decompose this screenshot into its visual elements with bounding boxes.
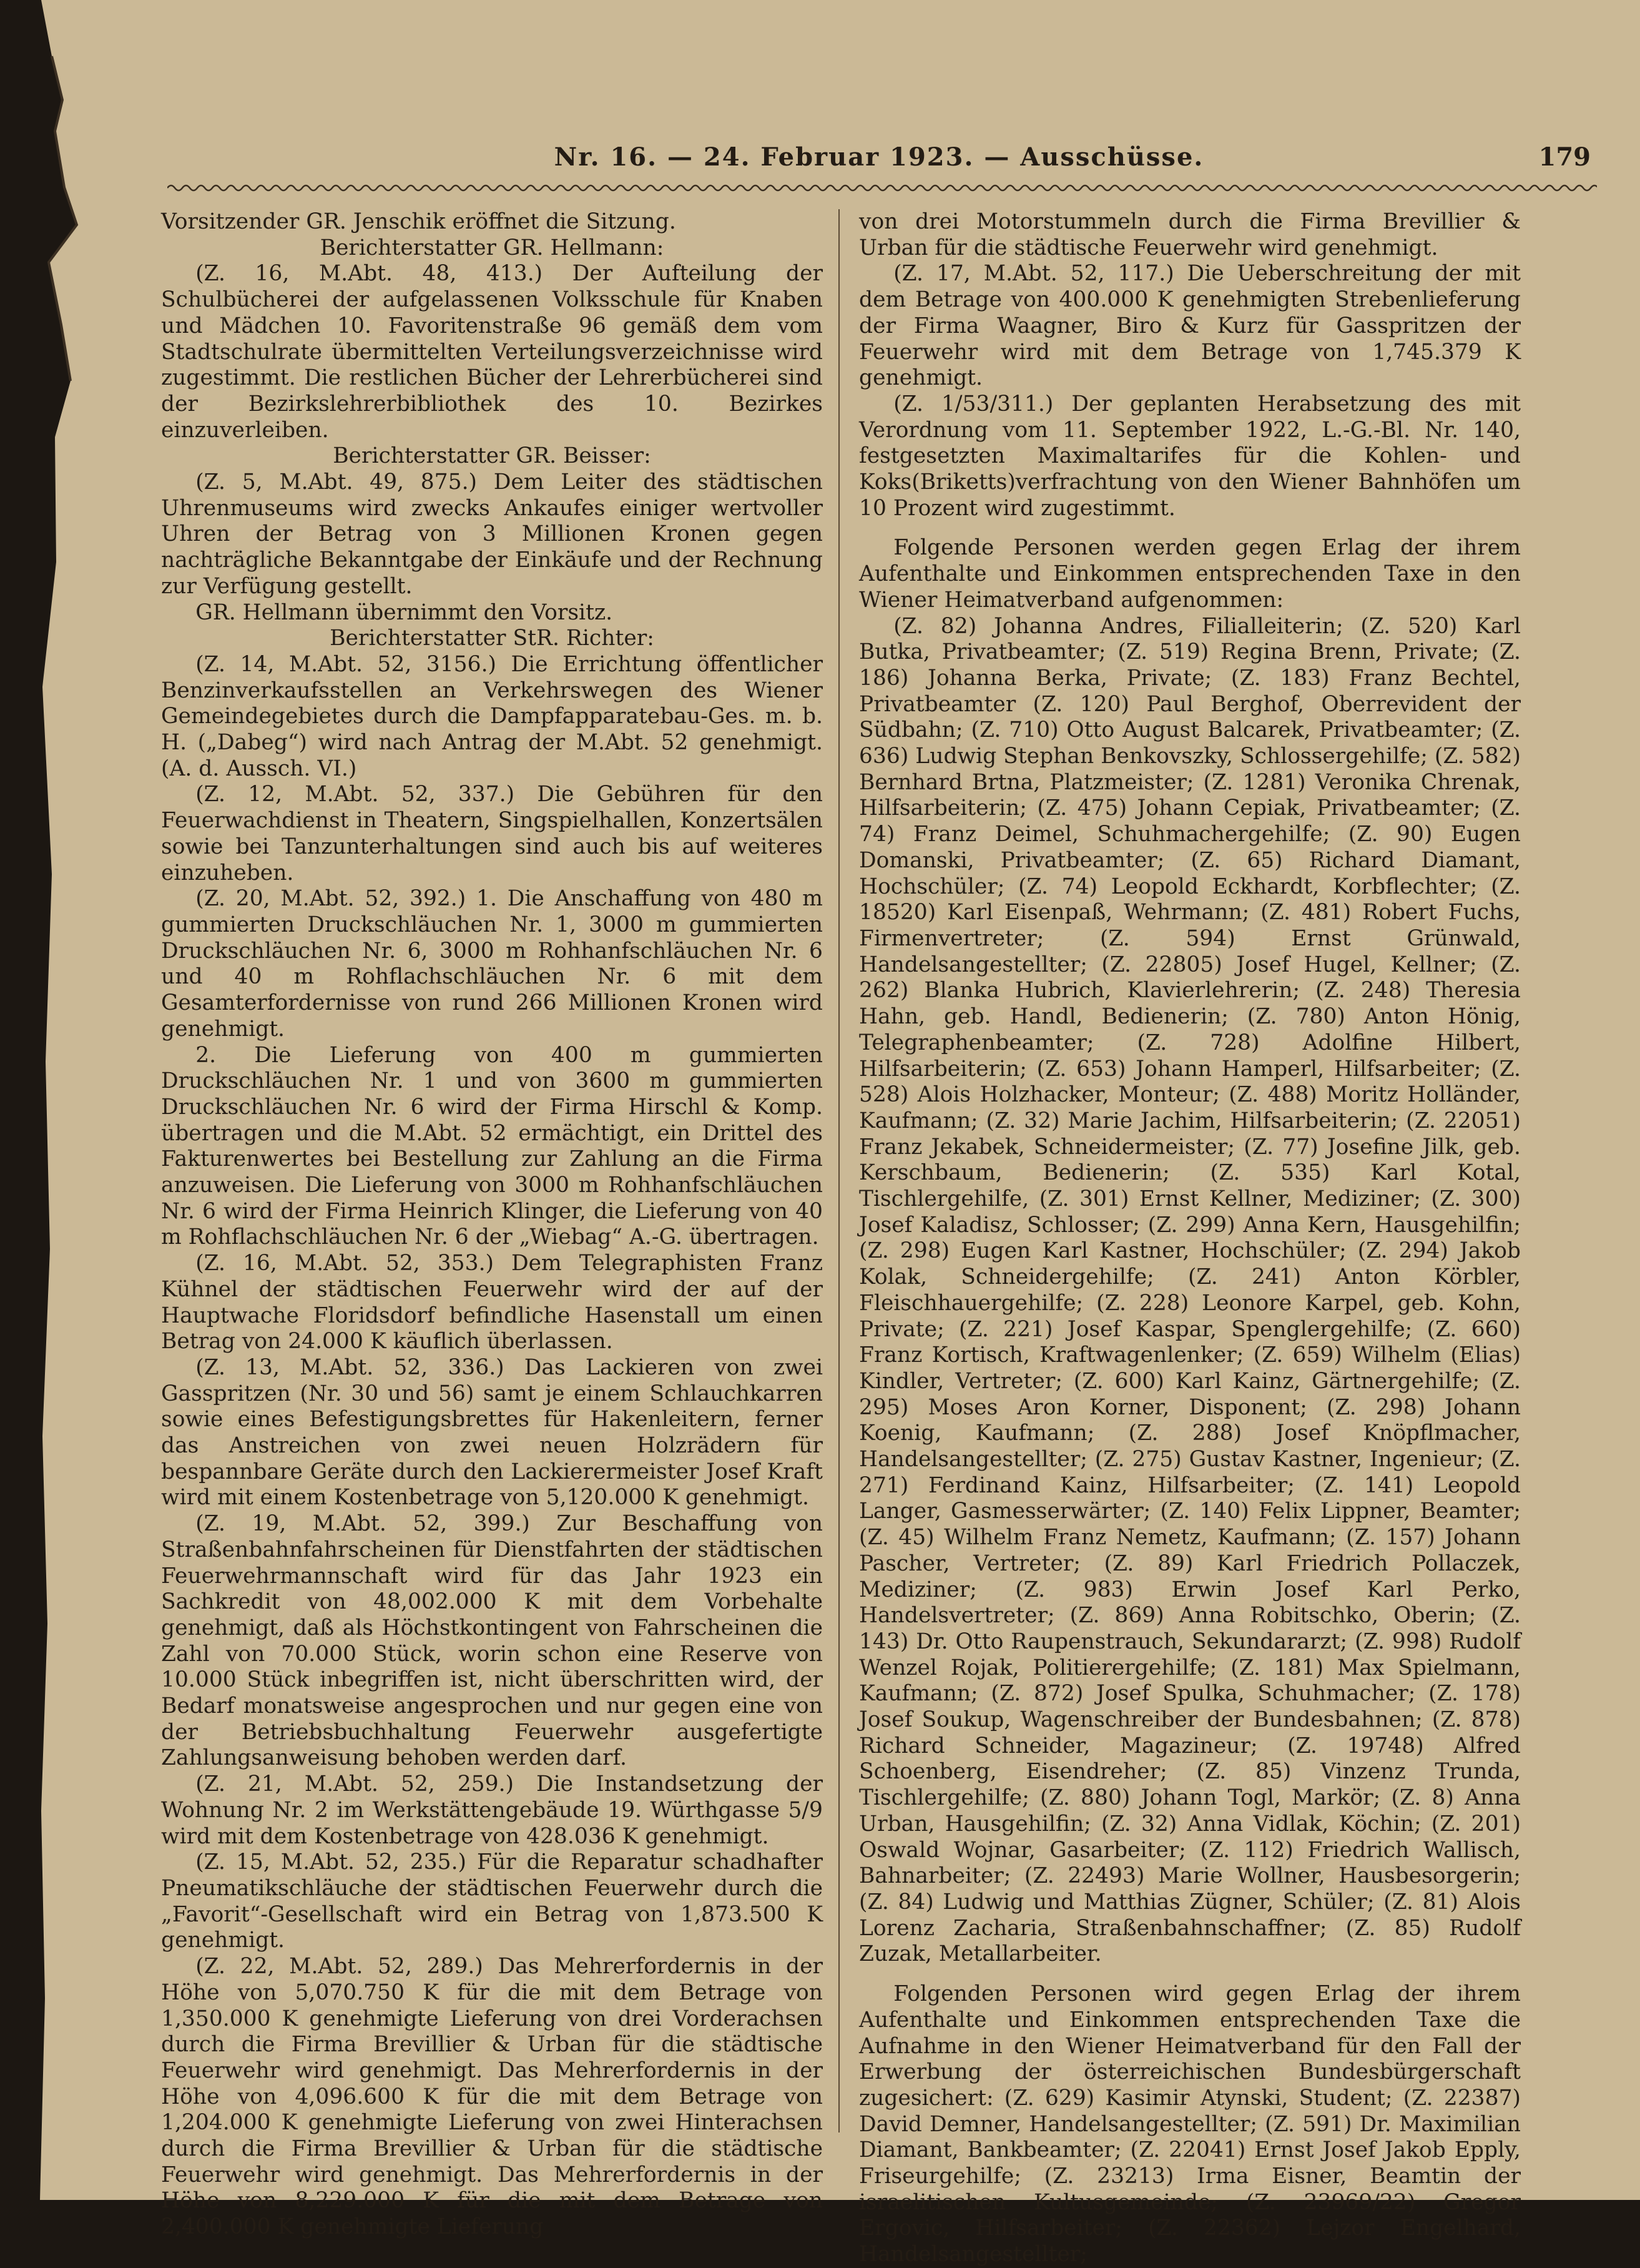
header-wavy-rule [167,181,1597,195]
paragraph: (Z. 19, M.Abt. 52, 399.) Zur Beschaffung von Straßenbahnfahrscheinen für Dienstfahrten der städtischen Feuerwehrmannschaft wird für das Jahr 1923 ein Sachkredit von 48,002.000 K mit dem Vorbehalte genehmigt, daß als Höchstkontingent von Fahrscheinen die Zahl von 70.000 Stück, worin schon eine Reserve von 10.000 Stück inbegriffen ist, nicht überschritten wird, der Bedarf monatsweise angesprochen und nur gegen eine von der Betriebsbuchhaltung Feuerwehr ausgefertigte Zahlungsanweisung behoben werden darf. [161,1511,823,1771]
paragraph: (Z. 5, M.Abt. 49, 875.) Dem Leiter des städtischen Uhrenmuseums wird zwecks Ankaufes einiger wertvoller Uhren der Betrag von 3 Millionen Kronen gegen nachträgliche Bekanntgabe der Einkäufe und der Rechnung zur Verfügung gestellt. [161,470,823,599]
paragraph: (Z. 1/53/311.) Der geplanten Herabsetzung des mit Verordnung vom 11. September 1922, L.-G.-Bl. Nr. 140, festgesetzten Maximaltarifes für die Kohlen- und Koks(Briketts)verfrachtung von den Wiener Bahnhöfen um 10 Prozent wird zugestimmt. [859,391,1521,521]
paragraph: (Z. 14, M.Abt. 52, 3156.) Die Errichtung öffentlicher Benzinverkaufsstellen an Verkehrswegen des Wiener Gemeindegebietes durch die Dampfapparatebau-Ges. m. b. H. („Dabeg“) wird nach Antrag der M.Abt. 52 genehmigt. (A. d. Aussch. VI.) [161,651,823,781]
right-column [859,209,1521,2268]
paragraph: (Z. 20, M.Abt. 52, 392.) 1. Die Anschaffung von 480 m gummierten Druckschläuchen Nr. 1, 3000 m gummierten Druckschläuchen Nr. 6, 3000 m Rohhanfschläuchen Nr. 6 und 40 m Rohflachschläuchen Nr. 6 mit dem Gesamterfordernisse von rund 266 Millionen Kronen wird genehmigt. [161,886,823,1042]
paragraph: Folgende Personen werden gegen Erlag der ihrem Aufenthalte und Einkommen entsprechenden Taxe in den Wiener Heimatverband aufgenommen: [859,535,1521,613]
section-heading: Berichterstatter StR. Richter: [330,626,654,651]
paragraph: Folgenden Personen wird gegen Erlag der ihrem Aufenthalte und Einkommen entsprechenden Taxe die Aufnahme in den Wiener Heimatverband für den Fall der Erwerbung der österreichischen Bundesbürgerschaft zugesichert: (Z. 629) Kasimir Atynski, Student; (Z. 22387) David Demner, Handelsangestellter; (Z. 591) Dr. Maximilian Diamant, Bankbeamter; (Z. 22041) Ernst Josef Jakob Epply, Friseurgehilfe; (Z. 23213) Irma Eisner, Beamtin der israelitischen Kultusgemeinde; (Z. 23969/22) Gregor Ergovic, Hilfsarbeiter; (Z. 22362) Lejzor Engelhard, Handelsangestellter; [859,1981,1521,2267]
paragraph: (Z. 16, M.Abt. 52, 353.) Dem Telegraphisten Franz Kühnel der städtischen Feuerwehr wird der auf der Hauptwache Floridsdorf befindliche Hasenstall um einen Betrag von 24.000 K käuflich überlassen. [161,1251,823,1354]
paragraph: (Z. 16, M.Abt. 48, 413.) Der Aufteilung der Schulbücherei der aufgelassenen Volksschule für Knaben und Mädchen 10. Favoritenstraße 96 gemäß dem vom Stadtschulrate übermittelten Verteilungsverzeichnisse wird zugestimmt. Die restlichen Bücher der Lehrerbücherei sind der Bezirkslehrerbibliothek des 10. Bezirkes einzuverleiben. [161,261,823,443]
paragraph: (Z. 22, M.Abt. 52, 289.) Das Mehrerfordernis in der Höhe von 5,070.750 K für die mit dem Betrage von 1,350.000 K genehmigte Lieferung von drei Vorderachsen durch die Firma Brevillier & Urban für die städtische Feuerwehr wird genehmigt. Das Mehrerfordernis in der Höhe von 4,096.600 K für die mit dem Betrage von 1,204.000 K genehmigte Lieferung von zwei Hinterachsen durch die Firma Brevillier & Urban für die städtische Feuerwehr wird genehmigt. Das Mehrerfordernis in der Höhe von 8,229.000 K für die mit dem Betrage von 2,400.000 K genehmigte Lieferung [161,1954,823,2240]
paragraph: Vorsitzender GR. Jenschik eröffnet die Sitzung. [161,209,676,234]
page-header [167,142,1591,186]
paragraph: (Z. 17, M.Abt. 52, 117.) Die Ueberschreitung der mit dem Betrage von 400.000 K genehmigten Strebenlieferung der Firma Waagner, Biro & Kurz für Gasspritzen der Feuerwehr wird mit dem Betrage von 1,745.379 K genehmigt. [859,261,1521,391]
header-title: Nr. 16. — 24. Februar 1923. — Ausschüsse. [554,142,1204,172]
paragraph: (Z. 13, M.Abt. 52, 336.) Das Lackieren von zwei Gasspritzen (Nr. 30 und 56) samt je einem Schlauchkarren sowie eines Befestigungsbrettes für Hakenleitern, ferner das Anstreichen von zwei neuen Holzrädern für bespannbare Geräte durch den Lackierermeister Josef Kraft wird mit einem Kostenbetrage von 5,120.000 K genehmigt. [161,1354,823,1511]
paragraph: (Z. 82) Johanna Andres, Filialleiterin; (Z. 520) Karl Butka, Privatbeamter; (Z. 519) Regina Brenn, Private; (Z. 186) Johanna Berka, Private; (Z. 183) Franz Bechtel, Privatbeamter (Z. 120) Paul Berghof, Oberrevident der Südbahn; (Z. 710) Otto August Balcarek, Privatbeamter; (Z. 636) Ludwig Stephan Benkovszky, Schlossergehilfe; (Z. 582) Bernhard Brtna, Platzmeister; (Z. 1281) Veronika Chrenak, Hilfsarbeiterin; (Z. 475) Johann Cepiak, Privatbeamter; (Z. 74) Franz Deimel, Schuhmachergehilfe; (Z. 90) Eugen Domanski, Privatbeamter; (Z. 65) Richard Diamant, Hochschüler; (Z. 74) Leopold Eckhardt, Korbflechter; (Z. 18520) Karl Eisenpaß, Wehrmann; (Z. 481) Robert Fuchs, Firmenvertreter; (Z. 594) Ernst Grünwald, Handelsangestellter; (Z. 22805) Josef Hugel, Kellner; (Z. 262) Blanka Hubrich, Klavierlehrerin; (Z. 248) Theresia Hahn, geb. Handl, Bedienerin; (Z. 780) Anton Hönig, Telegraphenbeamter; (Z. 728) Adolfine Hilbert, Hilfsarbeiterin; (Z. 653) Johann Hamperl, Hilfsarbeiter; (Z. 528) Alois Holzhacker, Monteur; (Z. 488) Moritz Holländer, Kaufmann; (Z. 32) Marie Jachim, Hilfsarbeiterin; (Z. 22051) Franz Jekabek, Schneidermeister; (Z. 77) Josefine Jilk, geb. Kerschbaum, Bedienerin; (Z. 535) Karl Kotal, Tischlergehilfe, (Z. 301) Ernst Kellner, Mediziner; (Z. 300) Josef Kaladisz, Schlosser; (Z. 299) Anna Kern, Hausgehilfin; (Z. 298) Eugen Karl Kastner, Hochschüler; (Z. 294) Jakob Kolak, Schneidergehilfe; (Z. 241) Anton Körbler, Fleischhauergehilfe; (Z. 228) Leonore Karpel, geb. Kohn, Private; (Z. 221) Josef Kaspar, Spenglergehilfe; (Z. 660) Franz Kortisch, Kraftwagenlenker; (Z. 659) Wilhelm (Elias) Kindler, Vertreter; (Z. 600) Karl Kainz, Gärtnergehilfe; (Z. 295) Moses Aron Korner, Disponent; (Z. 298) Johann Koenig, Kaufmann; (Z. 288) Josef Knöpflmacher, Handelsangestellter; (Z. 275) Gustav Kastner, Ingenieur; (Z. 271) Ferdinand Kainz, Hilfsarbeiter; (Z. 141) Leopold Langer, Gasmesserwärter; (Z. 140) Felix Lippner, Beamter; (Z. 45) Wilhelm Franz Nemetz, Kaufmann; (Z. 157) Johann Pascher, Vertreter; (Z. 89) Karl Friedrich Pollaczek, Mediziner; (Z. 983) Erwin Josef Karl Perko, Handelsvertreter; (Z. 869) Anna Robitschko, Oberin; (Z. 143) Dr. Otto Raupenstrauch, Sekundararzt; (Z. 998) Rudolf Wenzel Rojak, Politierergehilfe; (Z. 181) Max Spielmann, Kaufmann; (Z. 872) Josef Spulka, Schuhmacher; (Z. 178) Josef Soukup, Wagenschreiber der Bundesbahnen; (Z. 878) Richard Schneider, Magazineur; (Z. 19748) Alfred Schoenberg, Eisendreher; (Z. 85) Vinzenz Trunda, Tischlergehilfe; (Z. 880) Johann Togl, Markör; (Z. 8) Anna Urban, Hausgehilfin; (Z. 32) Anna Vidlak, Köchin; (Z. 201) Oswald Wojnar, Gasarbeiter; (Z. 112) Friedrich Wallisch, Bahnarbeiter; (Z. 22493) Marie Wollner, Hausbesorgerin; (Z. 84) Ludwig und Matthias Zügner, Schüler; (Z. 81) Alois Lorenz Zacharia, Straßenbahnschaffner; (Z. 85) Rudolf Zuzak, Metallarbeiter. [859,613,1521,1967]
page-number: 179 [1538,142,1591,172]
paragraph: von drei Motorstummeln durch die Firma Brevillier & Urban für die städtische Feuerwehr wird genehmigt. [859,209,1521,260]
column-divider [838,209,840,2132]
paragraph: (Z. 15, M.Abt. 52, 235.) Für die Reparatur schadhafter Pneumatikschläuche der städtischen Feuerwehr durch die „Favorit“-Gesellschaft wird ein Betrag von 1,873.500 K genehmigt. [161,1850,823,1953]
left-column [161,209,823,2241]
paragraph: (Z. 21, M.Abt. 52, 259.) Die Instandsetzung der Wohnung Nr. 2 im Werkstättengebäude 19. Würthgasse 5/9 wird mit dem Kostenbetrage von 428.036 K genehmigt. [161,1772,823,1849]
torn-left-edge [17,0,99,2200]
paragraph: GR. Hellmann übernimmt den Vorsitz. [195,599,613,625]
paragraph: (Z. 12, M.Abt. 52, 337.) Die Gebühren für den Feuerwachdienst in Theatern, Singspielhallen, Konzertsälen sowie bei Tanzunterhaltungen sind auch bis auf weiteres einzuheben. [161,782,823,885]
newspaper-page [17,0,1640,2267]
paragraph: 2. Die Lieferung von 400 m gummierten Druckschläuchen Nr. 1 und von 3600 m gummierten Druckschläuchen Nr. 6 wird der Firma Hirschl & Komp. übertragen und die M.Abt. 52 ermächtigt, ein Drittel des Fakturenwertes bei Bestellung zur Zahlung an die Firma anzuweisen. Die Lieferung von 3000 m Rohhanfschläuchen Nr. 6 wird der Firma Heinrich Klinger, die Lieferung von 40 m Rohflachschläuchen Nr. 6 der „Wiebag“ A.-G. übertragen. [161,1042,823,1250]
section-heading: Berichterstatter GR. Hellmann: [320,235,664,260]
section-heading: Berichterstatter GR. Beisser: [333,443,651,469]
